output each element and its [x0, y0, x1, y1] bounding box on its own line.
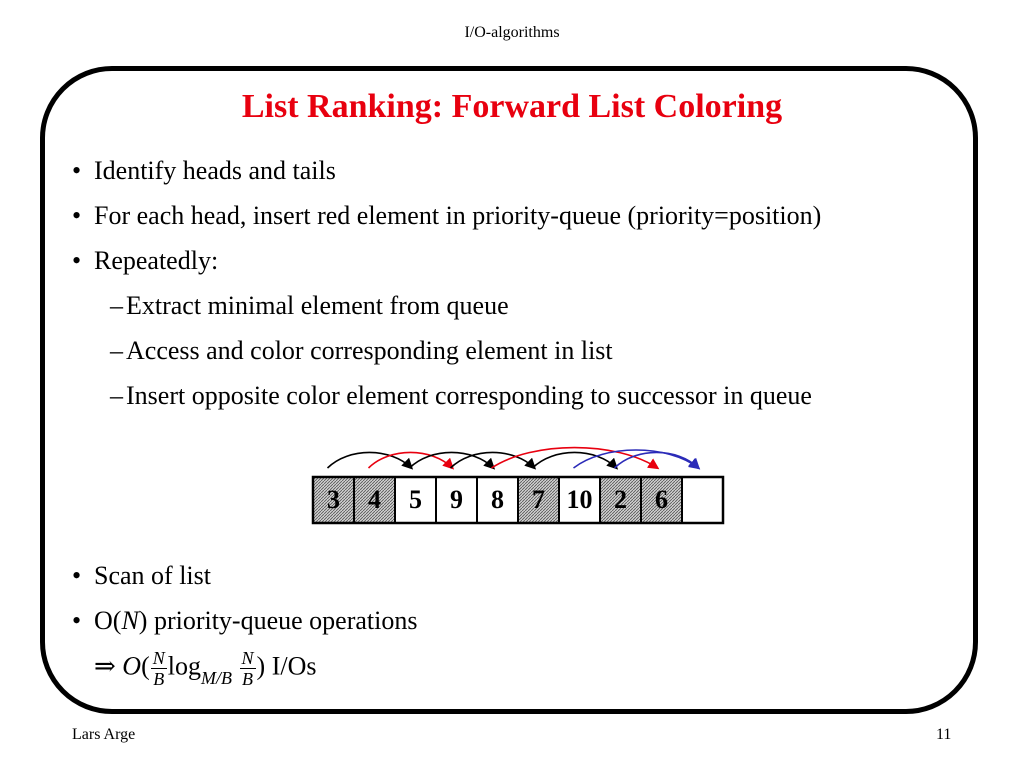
list-cell [313, 477, 354, 523]
list-cell-value: 2 [614, 485, 627, 514]
list-cell [518, 477, 559, 523]
list-cell-value: 8 [491, 485, 504, 514]
bullet-item: • Repeatedly: [72, 246, 219, 275]
bullet-dot: • [72, 201, 82, 230]
list-cell [682, 477, 723, 523]
footer-page-number: 11 [936, 726, 952, 743]
successor-arrow [574, 450, 699, 468]
bullet-item: • Scan of list [72, 561, 211, 590]
list-cell-value: 10 [566, 485, 593, 514]
bullet-item: • Identify heads and tails [72, 156, 336, 185]
list-cell [395, 477, 436, 523]
list-cell-value: 4 [368, 485, 381, 514]
bullet-dot: • [72, 246, 82, 275]
list-cell [559, 477, 600, 523]
list-diagram [300, 430, 730, 530]
list-cell-value: 5 [409, 485, 422, 514]
io-bound-formula: ⇒ O( $\frac{N}{B}$ $\log_{M/B}$ $\frac{N}{B}$ ) I/Os [94, 648, 317, 689]
fraction: $\frac{N}{B}$ [152, 648, 165, 689]
successor-arrow [369, 452, 453, 468]
bullet-item: • For each head, insert red element in priority-queue (priority=position) [72, 201, 822, 230]
list-cell [436, 477, 477, 523]
bullet-dot: • [72, 606, 82, 635]
sub-bullet-item: – Insert opposite color element corresponding to successor in queue [110, 381, 812, 410]
sub-bullet-dash: – [110, 381, 123, 410]
list-cell-value: 7 [532, 485, 545, 514]
list-cell [641, 477, 682, 523]
list-cell-value: 9 [450, 485, 463, 514]
successor-arrow [328, 452, 412, 468]
list-cell [477, 477, 518, 523]
list-cell-value: 3 [327, 485, 340, 514]
fraction: $\frac{N}{B}$ [241, 648, 254, 689]
slide-title: List Ranking: Forward List Coloring [241, 88, 783, 125]
sub-bullet-item: – Access and color corresponding element in list [110, 336, 613, 365]
sub-bullet-dash: – [110, 291, 123, 320]
list-cell-value: 6 [655, 485, 668, 514]
sub-bullet-item: – Extract minimal element from queue [110, 291, 509, 320]
bullet-dot: • [72, 561, 82, 590]
list-cell [354, 477, 395, 523]
sub-bullet-dash: – [110, 336, 123, 365]
list-cell [600, 477, 641, 523]
successor-arrow [410, 452, 494, 468]
bullet-item: • O(N) priority-queue operations [72, 606, 418, 635]
footer-author: Lars Arge [72, 726, 136, 743]
bullet-dot: • [72, 156, 82, 185]
slide-header: I/O-algorithms [464, 24, 560, 41]
successor-arrow [533, 452, 617, 468]
